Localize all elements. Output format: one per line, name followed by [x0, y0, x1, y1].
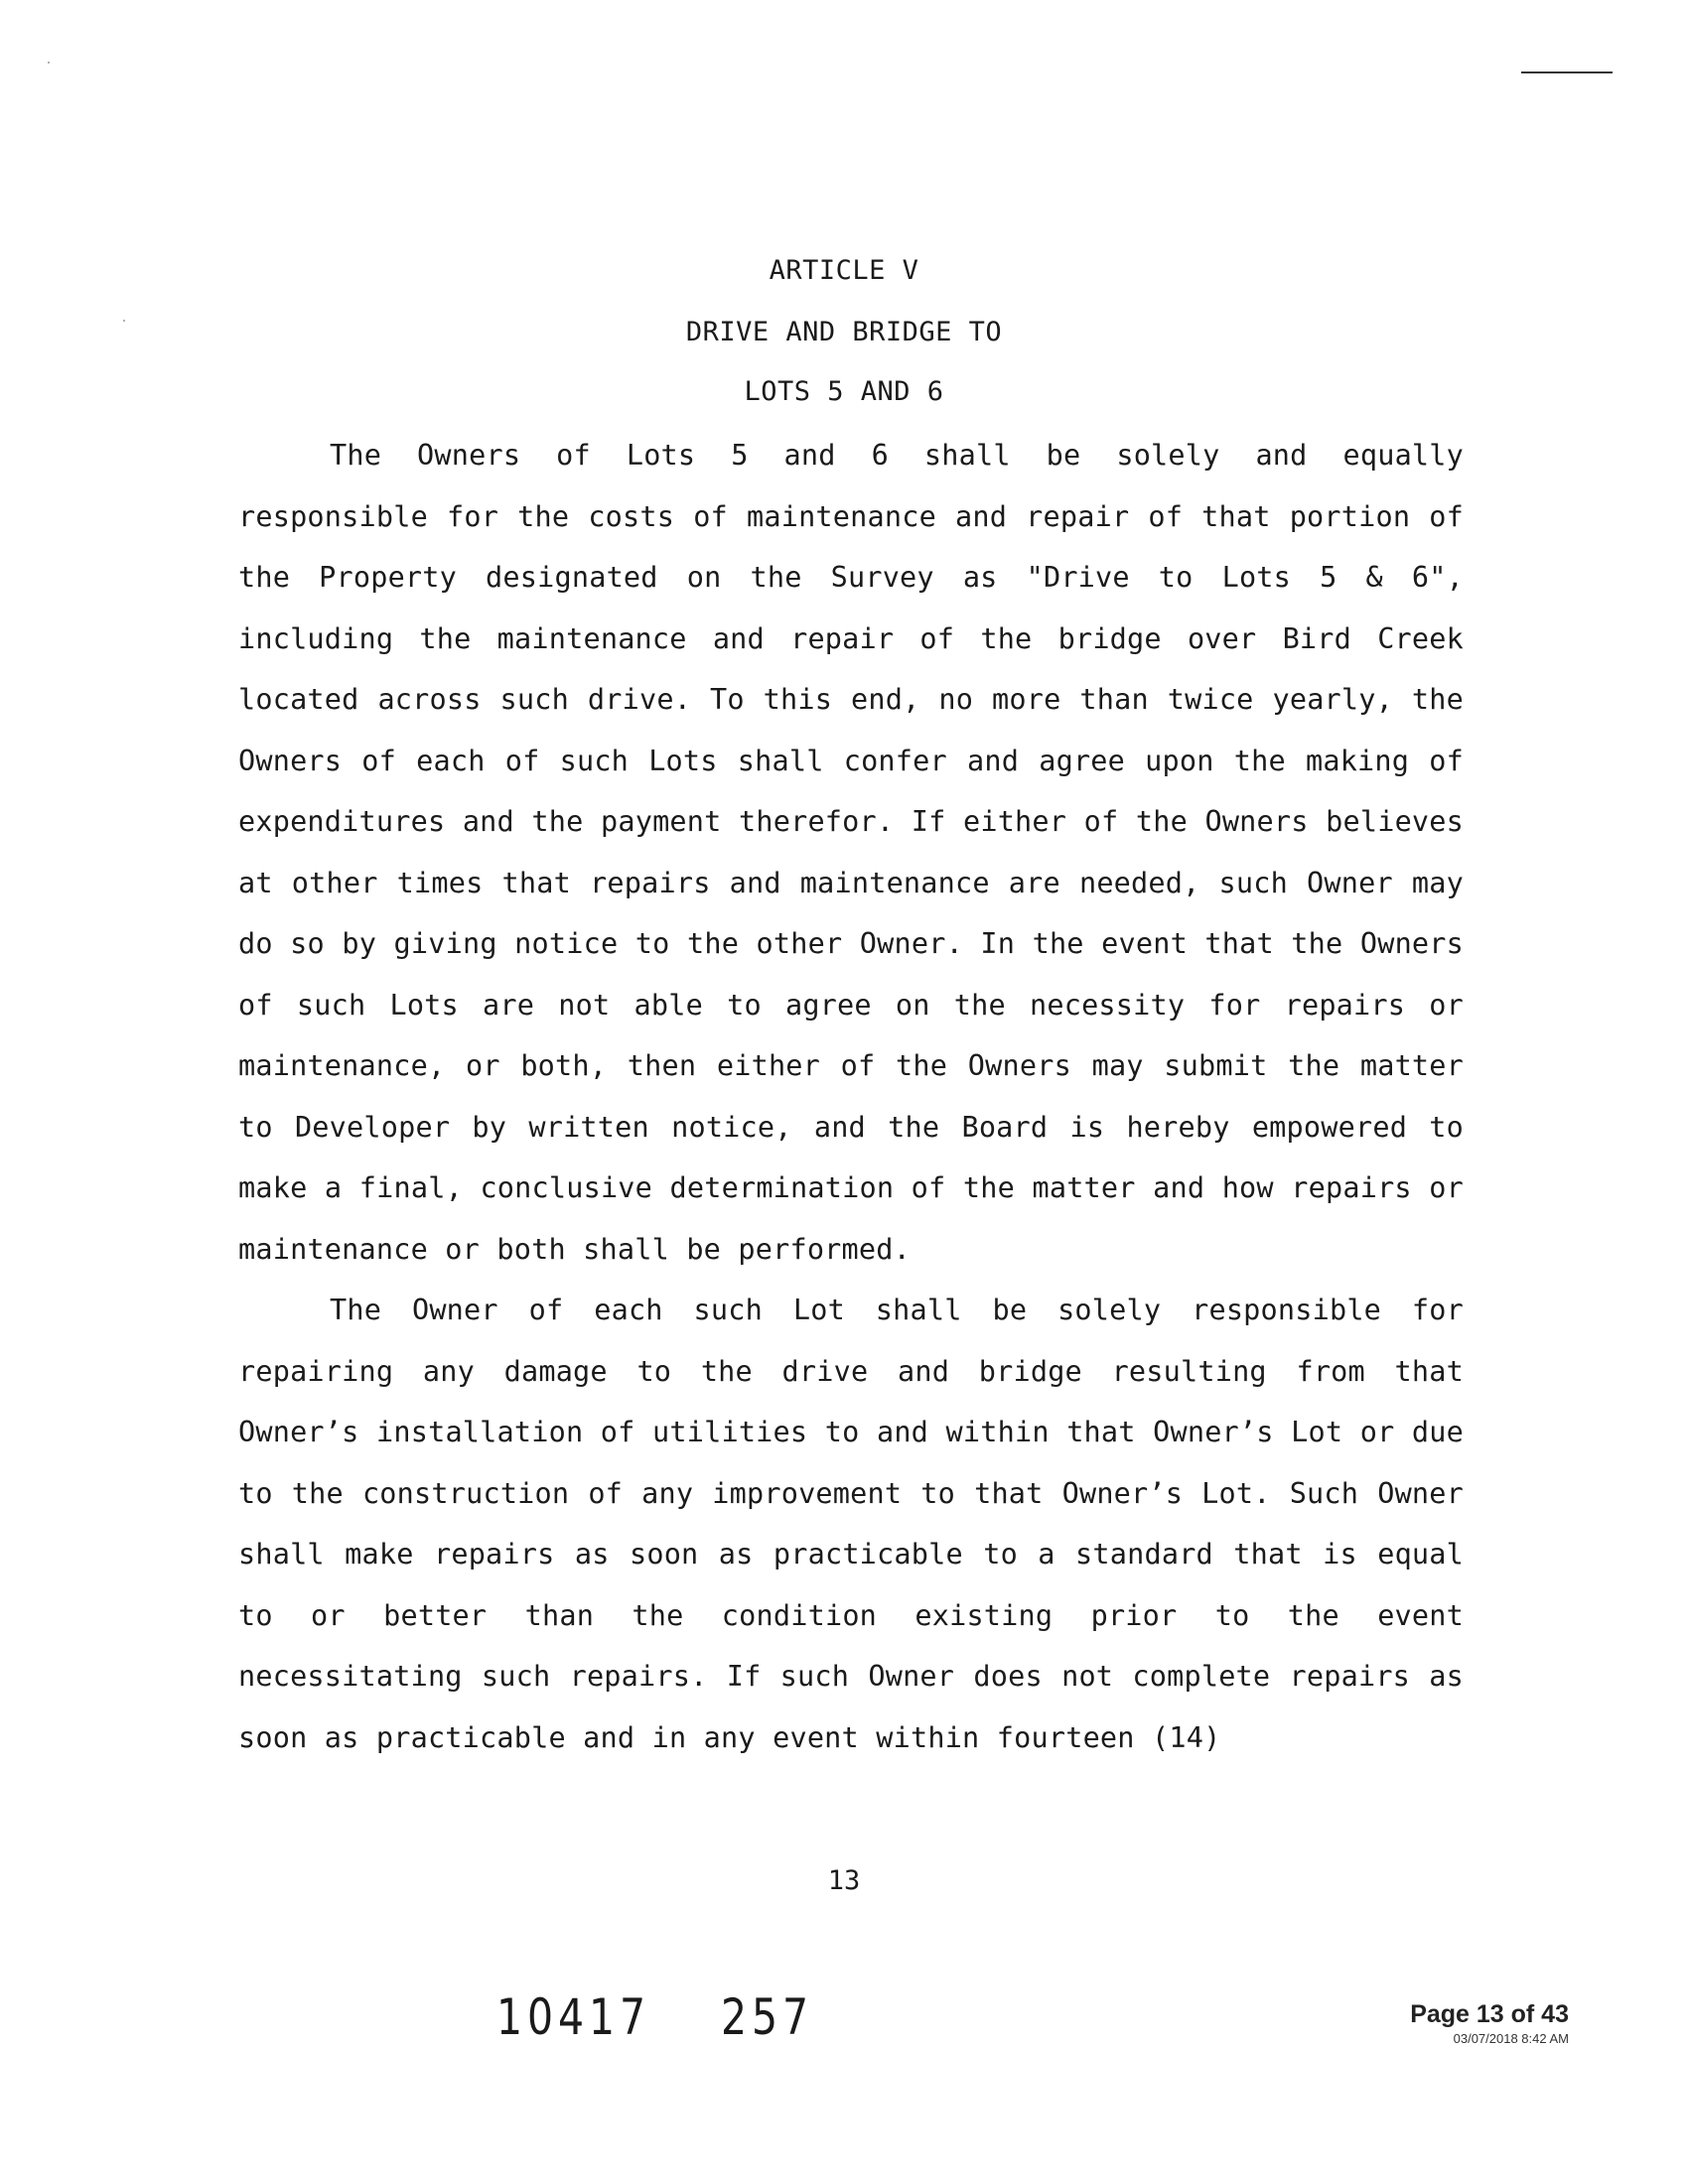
paragraph-1: The Owners of Lots 5 and 6 shall be solely and equally responsible for the costs of maintenance and repair of that portion of the Property designated on the Survey as "Drive to Lots 5 & 6", including the maintenance and repair of the bridge over Bird Creek located across such drive. To this end, no more than twice yearly, the Owners of each of such Lots shall confer and agree upon the making of expenditures and the payment therefor. If either of the Owners believes at other times that repairs and maintenance are needed, such Owner may do so by giving notice to the other Owner. In the event that the Owners of such Lots are not able to agree on the necessity for repairs or maintenance, or both, then either of the Owners may submit the matter to Developer by written notice, and the Board is hereby empowered to make a final, conclusive determination of the matter and how repairs or maintenance or both shall be performed. [238, 439, 1464, 1266]
body-text [238, 425, 1464, 1768]
footer-page-label: Page 13 of 43 [1410, 2000, 1569, 2028]
section-title-line-2: LOTS 5 AND 6 [744, 376, 944, 407]
recording-book-number: 10417 [496, 1988, 651, 2046]
recording-page-number: 257 [721, 1988, 814, 2046]
page-number: 13 [827, 1865, 861, 1896]
article-heading: ARTICLE V [769, 255, 919, 286]
section-title-line-1: DRIVE AND BRIDGE TO [685, 317, 1003, 347]
scan-speck [48, 62, 50, 64]
corner-rule [1521, 71, 1613, 73]
footer-timestamp: 03/07/2018 8:42 AM [1453, 2031, 1569, 2046]
paragraph-2: The Owner of each such Lot shall be solely responsible for repairing any damage to the drive and bridge resulting from that Owner’s installation of utilities to and within that Owner’s Lot or due to the construction of any improvement to that Owner’s Lot. Such Owner shall make repairs as soon as practicable to a standard that is equal to or better than the condition existing prior to the event necessitating such repairs. If such Owner does not complete repairs as soon as practicable and in any event within fourteen (14) [238, 1294, 1464, 1754]
